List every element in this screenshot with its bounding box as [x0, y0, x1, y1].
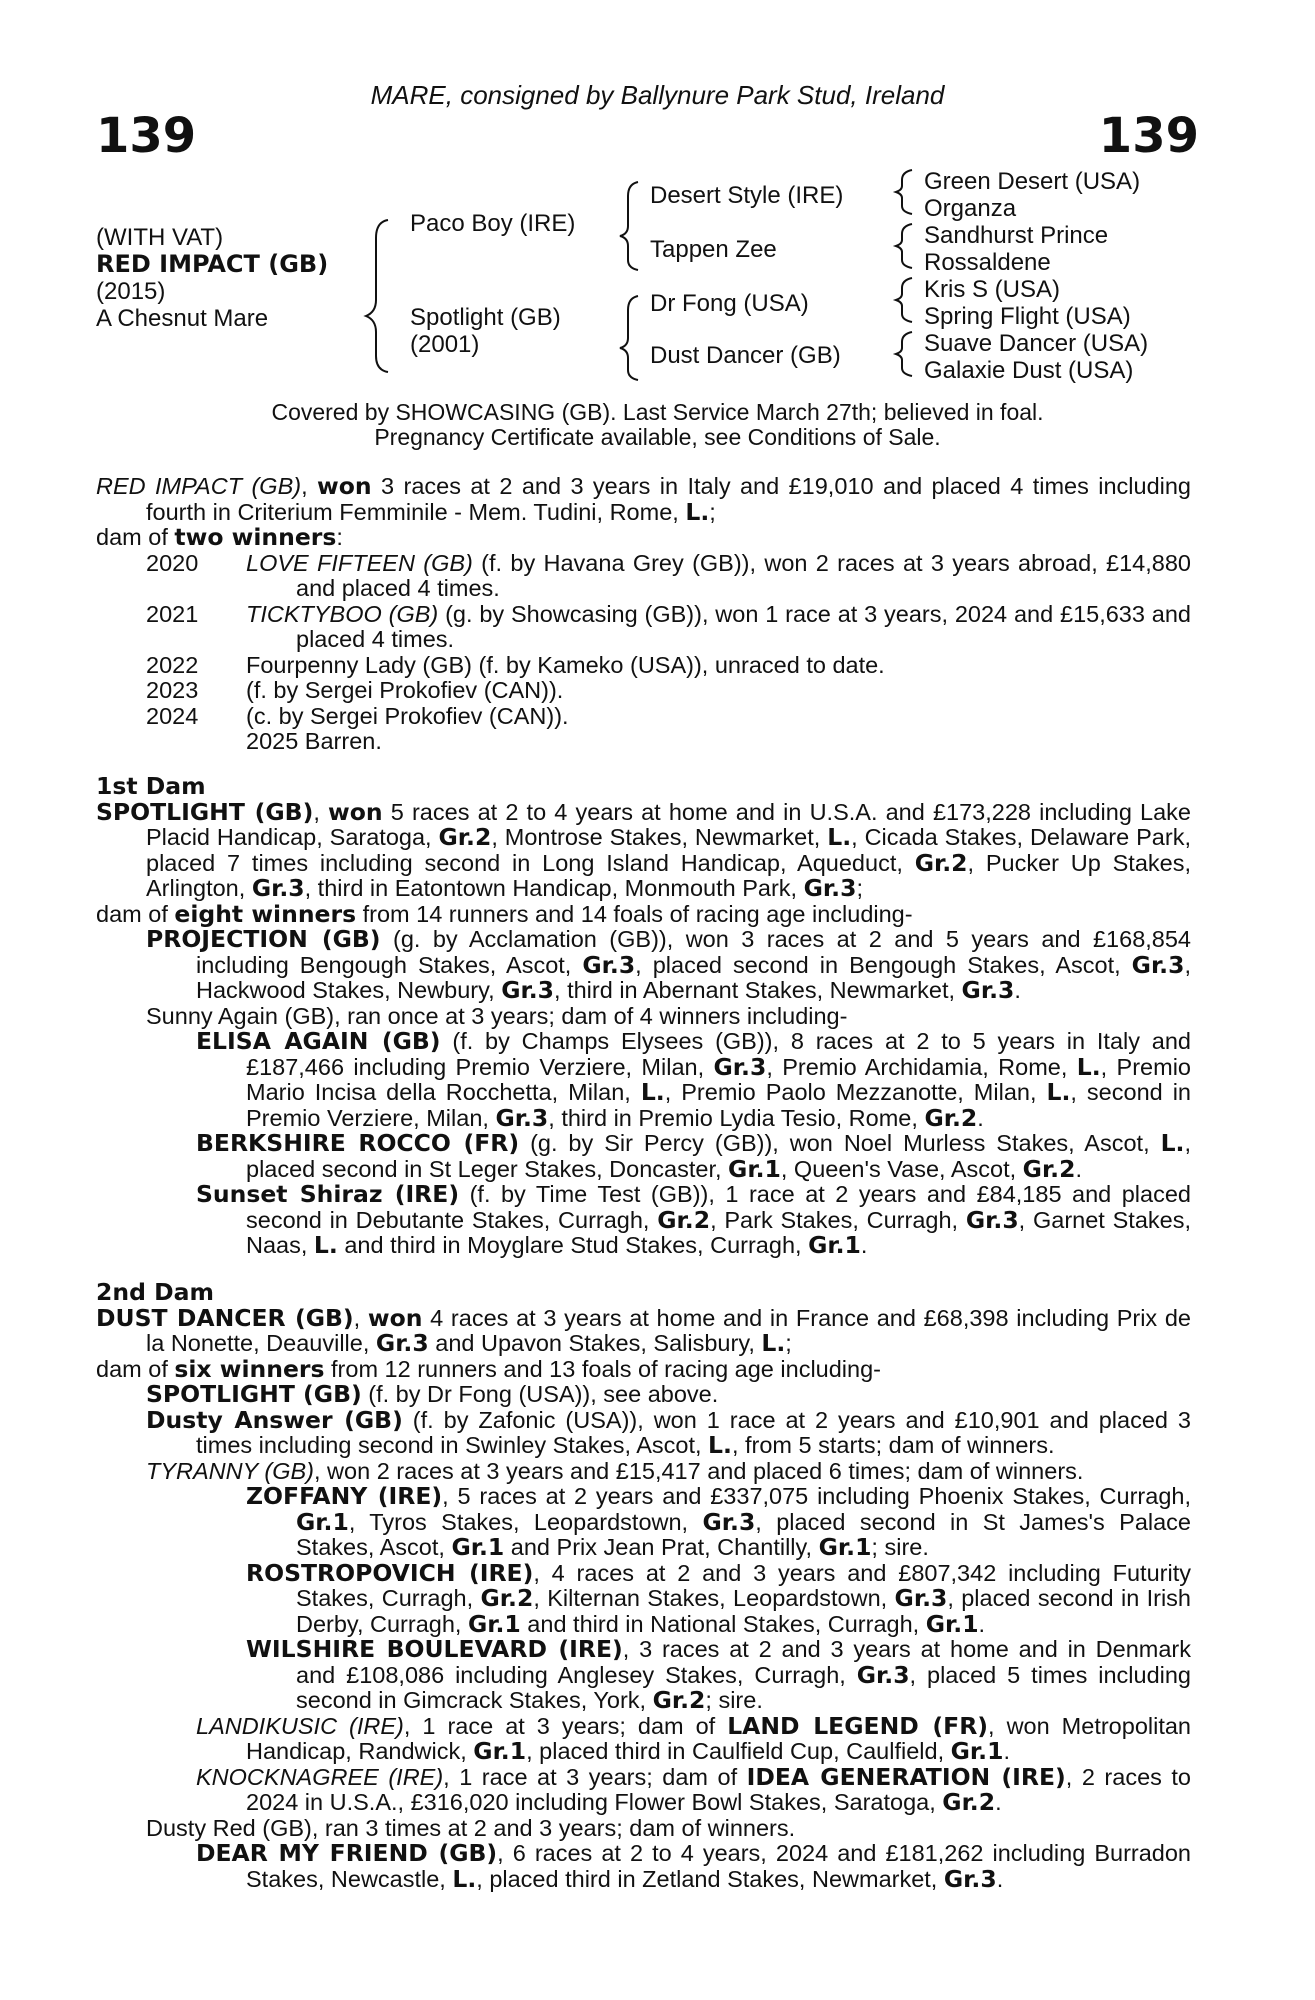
pedigree-dam [410, 304, 561, 358]
second-dam-record: DUST DANCER (GB), won 4 races at 3 years at home and in France and £68,398 including Prix de la Nonette, Deauville, Gr.3 and Upavon Stakes, Salisbury, L.; [96, 1303, 1191, 1357]
g4-2: Organza [924, 195, 1017, 222]
consignment-line: MARE, consigned by Ballynure Park Stud, Ireland [370, 80, 945, 110]
pedigree-dam-year: (2001) [410, 331, 480, 358]
foal-row: 2025 Barren. [246, 728, 382, 754]
produce-record [96, 474, 1191, 755]
produce-dam-of: dam of two winners: [96, 523, 343, 551]
pedigree-sire-sire: Desert Style (IRE) [650, 182, 844, 209]
dear-my-friend-record: DEAR MY FRIEND (GB), 6 races at 2 to 4 years, 2024 and £181,262 including Burradon Stakes, Newcastle, L., placed third in Zetland Stakes, Newmarket, Gr.3. [196, 1839, 1191, 1893]
g4-1: Green Desert (USA) [924, 168, 1141, 195]
foal-row: 2020 LOVE FIFTEEN (GB) (f. by Havana Grey (GB)), won 2 races at 3 years abroad, £14,880 and placed 4 times. [146, 549, 1191, 601]
g4-5: Kris S (USA) [924, 276, 1061, 303]
g4-7: Suave Dancer (USA) [924, 330, 1149, 357]
rostropovich-record: ROSTROPOVICH (IRE), 4 races at 2 and 3 years and £807,342 including Futurity Stakes, Curragh, Gr.2, Kilternan Stakes, Leopardstown, Gr.3, placed second in Irish Derby, Curragh, Gr.1 and third in National Stakes, Curragh, Gr.1. [246, 1558, 1192, 1638]
horse-year: (2015) [96, 278, 166, 305]
elisa-again-record: ELISA AGAIN (GB) (f. by Champs Elysees (GB)), 8 races at 2 to 5 years in Italy and £187,466 including Premio Verziere, Milan, Gr.3, Premio Archidamia, Rome, L., Premio Mario Incisa della Rocchetta, Milan, L., Premio Paolo Mezzanotte, Milan, L., second in Premio Verziere, Milan, Gr.3, third in Premio Lydia Tesio, Rome, Gr.2. [196, 1027, 1192, 1132]
pedigree-dam-sire: Dr Fong (USA) [650, 290, 809, 317]
pedigree-sire: Paco Boy (IRE) [410, 210, 576, 237]
lot-number-right: 139 [1098, 108, 1199, 164]
horse-name: RED IMPACT (GB) [96, 250, 329, 278]
projection-record: PROJECTION (GB) (g. by Acclamation (GB)), won 3 races at 2 and 5 years and £168,854 including Bengough Stakes, Ascot, Gr.3, placed second in Bengough Stakes, Ascot, Gr.3, Hackwood Stakes, Newbury, Gr.3, third in Abernant Stakes, Newmarket, Gr.3. [146, 925, 1192, 1004]
produce-intro: RED IMPACT (GB), won 3 races at 2 and 3 years in Italy and £19,010 and placed 4 times including fourth in Criterium Femminile - Mem. Tudini, Rome, L.; [96, 472, 1191, 526]
first-dam-record: SPOTLIGHT (GB), won 5 races at 2 to 4 years at home and in U.S.A. and £173,228 including Lake Placid Handicap, Saratoga, Gr.2, Montrose Stakes, Newmarket, L., Cicada Stakes, Delaware Park, placed 7 times including second in Long Island Handicap, Aqueduct, Gr.2, Pucker Up Stakes, Arlington, Gr.3, third in Eatontown Handicap, Monmouth Park, Gr.3; [96, 797, 1191, 902]
pedigree-dam-dam: Dust Dancer (GB) [650, 342, 841, 369]
second-dam-section [96, 1280, 1191, 1892]
second-dam-heading: 2nd Dam [96, 1278, 214, 1306]
foal-row: 2022 Fourpenny Lady (GB) (f. by Kameko (USA)), unraced to date. [146, 651, 885, 678]
foal-row: 2024 (c. by Sergei Prokofiev (CAN)). [146, 702, 569, 729]
dusty-answer-record: Dusty Answer (GB) (f. by Zafonic (USA)), won 1 race at 2 years and £10,901 and placed 3 times including second in Swinley Stakes, Ascot, L., from 5 starts; dam of winners. [146, 1405, 1191, 1459]
g4-4: Rossaldene [924, 249, 1051, 276]
dusty-red-record: Dusty Red (GB), ran 3 times at 2 and 3 years; dam of winners. [146, 1814, 796, 1841]
zoffany-record: ZOFFANY (IRE), 5 races at 2 years and £337,075 including Phoenix Stakes, Curragh, Gr.1, Tyros Stakes, Leopardstown, Gr.3, placed second in St James's Palace Stakes, Ascot, Gr.1 and Prix Jean Prat, Chantilly, Gr.1; sire. [246, 1482, 1192, 1561]
spotlight-ref: SPOTLIGHT (GB) (f. by Dr Fong (USA)), see above. [146, 1380, 719, 1408]
lot-number-left: 139 [96, 108, 197, 164]
first-dam-section [96, 774, 1191, 1259]
tyranny-record: TYRANNY (GB), won 2 races at 3 years and £15,417 and placed 6 times; dam of winners. [146, 1457, 1084, 1484]
wilshire-boulevard-record: WILSHIRE BOULEVARD (IRE), 3 races at 2 and 3 years at home and in Denmark and £108,086 including Anglesey Stakes, Curragh, Gr.3, placed 5 times including second in Gimcrack Stakes, York, Gr.2; sire. [246, 1635, 1192, 1714]
landikusic-record: LANDIKUSIC (IRE), 1 race at 3 years; dam of LAND LEGEND (FR), won Metropolitan Handicap, Randwick, Gr.1, placed third in Caulfield Cup, Caulfield, Gr.1. [196, 1711, 1191, 1765]
first-dam-heading: 1st Dam [96, 772, 206, 800]
knocknagree-record: KNOCKNAGREE (IRE), 1 race at 3 years; dam of IDEA GENERATION (IRE), 2 races to 2024 in U.S.A., £316,020 including Flower Bowl Stakes, Saratoga, Gr.2. [196, 1762, 1192, 1816]
pedigree-sire-dam: Tappen Zee [650, 236, 777, 263]
g4-6: Spring Flight (USA) [924, 303, 1131, 330]
foal-row: 2021 TICKTYBOO (GB) (g. by Showcasing (GB)), won 1 race at 3 years, 2024 and £15,633 and placed 4 times. [146, 600, 1191, 652]
sunset-shiraz-record: Sunset Shiraz (IRE) (f. by Time Test (GB)), 1 race at 2 years and £84,185 and placed second in Debutante Stakes, Curragh, Gr.2, Park Stakes, Curragh, Gr.3, Garnet Stakes, Naas, L. and third in Moyglare Stud Stakes, Curragh, Gr.1. [196, 1180, 1191, 1259]
g4-3: Sandhurst Prince [924, 222, 1109, 249]
covered-line-2: Pregnancy Certificate available, see Conditions of Sale. [374, 424, 941, 450]
first-dam-dam-of: dam of eight winners from 14 runners and 14 foals of racing age including- [96, 899, 913, 928]
covered-note [0, 400, 1315, 450]
second-dam-dam-of: dam of six winners from 12 runners and 13 foals of racing age including- [96, 1354, 881, 1383]
foal-row: 2023 (f. by Sergei Prokofiev (CAN)). [146, 677, 564, 703]
pedigree-fourth-generation [924, 168, 1148, 384]
vat-label: (WITH VAT) [96, 224, 224, 251]
g4-8: Galaxie Dust (USA) [924, 357, 1134, 384]
covered-line-1: Covered by SHOWCASING (GB). Last Service March 27th; believed in foal. [271, 399, 1044, 425]
berkshire-rocco-record: BERKSHIRE ROCCO (FR) (g. by Sir Percy (GB)), won Noel Murless Stakes, Ascot, L., placed second in St Leger Stakes, Doncaster, Gr.1, Queen's Vase, Ascot, Gr.2. [196, 1129, 1191, 1183]
horse-description: A Chesnut Mare [96, 305, 269, 332]
pedigree-dam-name: Spotlight (GB) [410, 304, 561, 331]
sunny-again-record: Sunny Again (GB), ran once at 3 years; dam of 4 winners including- [146, 1002, 848, 1029]
